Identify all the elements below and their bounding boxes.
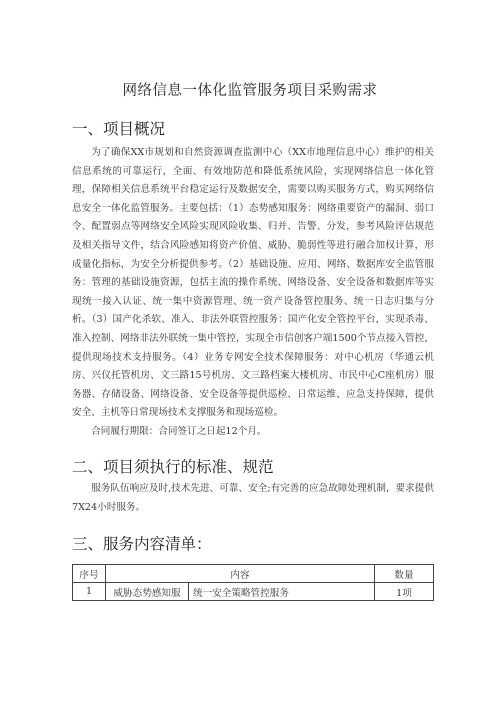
section-body-overview (72, 144, 434, 442)
section-body-standards (72, 480, 434, 517)
header-quantity: 数量 (375, 565, 434, 583)
table-row (73, 583, 434, 601)
section-heading-overview: 一、项目概况 (72, 120, 166, 138)
row-category: 威胁态势感知服 (106, 583, 189, 601)
document-title: 网络信息一体化监管服务项目采购需求 (122, 83, 378, 99)
header-index: 序号 (73, 565, 106, 583)
section-heading-standards: 二、项目须执行的标准、规范 (72, 458, 274, 476)
standards-paragraph: 服务队伍响应及时,技术先进、可靠、安全;有完善的应急故障处理机制，要求提供7X24小时服务。 (72, 483, 434, 513)
row-item: 统一安全策略管控服务 (189, 583, 375, 601)
row-index: 1 (73, 583, 106, 601)
row-quantity: 1项 (375, 583, 434, 601)
header-content: 内容 (106, 565, 375, 583)
contract-term-paragraph: 合同履行期限：合同签订之日起12个月。 (91, 425, 267, 437)
section-heading-service-list: 三、服务内容清单： (72, 535, 212, 553)
table-header-row (73, 565, 434, 583)
service-list-table (72, 564, 434, 601)
overview-paragraph: 为了确保XX市规划和自然资源调查监测中心（XX市地理信息中心）维护的相关信息系统的可靠运行，全面、有效地防范和降低系统风险，实现网络信息一体化管理，保障相关信息系统平台稳定运行及数据安全，需要以购买服务方式，购买网络信息安全一体化监管服务。主要包括：（1）态势感知服务：网络重要资产的漏洞、弱口令、配置弱点等网络安全风险实现风险收集、归并、告警、分发，参考风险评估规范及相关指导文件，结合风险感知将资产价值、威胁、脆弱性等进行融合加权计算，形成量化指标，为安全分析提供参考。（2）基础设施、应用、网络、数据库安全监管服务：管理的基础设施资源，包括主流的操作系统、网络设备、安全设备和数据库等实现统一接入认证、统一集中资源管理、统一资产设备管控服务、统一日志归集与分析。（3）国产化杀软、准入、非法外联管控服务：国产化安全管控平台，实现杀毒、准入控制、网络非法外联统一集中管控，实现全市信创客户端1500个节点接入管控，提供现场技术支持服务。（4）业务专网安全技术保障服务：对中心机房（华通云机房、兴仪托管机房、文三路15号机房、文三路档案大楼机房、市民中心C座机房）服务器、存储设备、网络设备、安全设备等提供巡检、日常运维、应急支持保障，提供安全、主机等日常现场技术支撑服务和现场巡检。 (72, 147, 434, 419)
